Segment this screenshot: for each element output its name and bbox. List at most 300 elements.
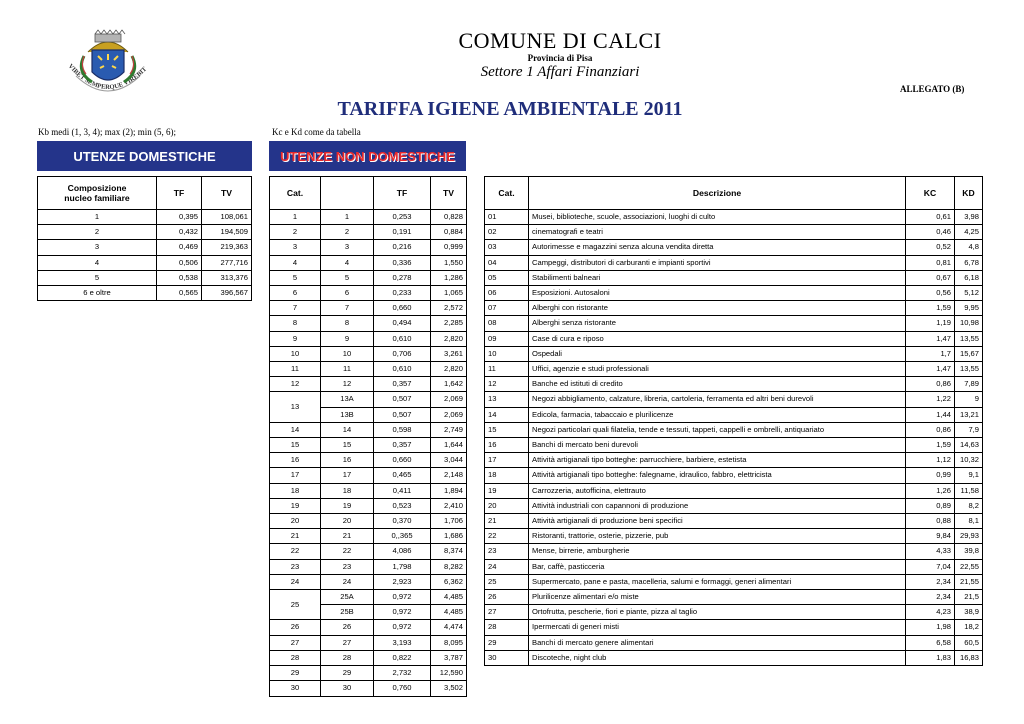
kc-cell: 1,59	[906, 438, 955, 453]
description-cell: Uffici, agenzie e studi professionali	[529, 362, 906, 377]
tv-cell: 0,884	[431, 225, 467, 240]
column-header-kc: KC	[906, 177, 955, 210]
kc-cell: 1,7	[906, 346, 955, 361]
description-cell: Mense, birrerie, amburgherie	[529, 544, 906, 559]
tv-cell: 12,590	[431, 666, 467, 681]
tf-cell: 0,660	[374, 301, 431, 316]
table-row	[38, 210, 252, 225]
tf-cell: 0,336	[374, 255, 431, 270]
kd-cell: 21,55	[955, 574, 983, 589]
table-row	[270, 270, 467, 285]
tf-cell: 0,494	[374, 316, 431, 331]
column-header-cat: Cat.	[485, 177, 529, 210]
description-cell: Stabilimenti balneari	[529, 270, 906, 285]
kc-cell: 2,34	[906, 590, 955, 605]
column-header-tv: TV	[202, 177, 252, 210]
column-header-tv: TV	[431, 177, 467, 210]
table-row	[485, 210, 983, 225]
description-cell: Ospedali	[529, 346, 906, 361]
category-cell: 22	[485, 529, 529, 544]
tf-cell: 0,191	[374, 225, 431, 240]
table-row	[485, 605, 983, 620]
description-cell: Plurilicenze alimentari e/o miste	[529, 590, 906, 605]
table-row	[270, 498, 467, 513]
tv-cell: 1,065	[431, 286, 467, 301]
tv-cell: 3,261	[431, 346, 467, 361]
table-row	[485, 301, 983, 316]
category-cell: 24	[485, 559, 529, 574]
kc-cell: 0,81	[906, 255, 955, 270]
kd-cell: 6,18	[955, 270, 983, 285]
table-row	[485, 529, 983, 544]
tf-cell: 2,923	[374, 574, 431, 589]
category-cell: 12	[485, 377, 529, 392]
table-row	[270, 681, 467, 696]
category-cell: 3	[270, 240, 321, 255]
tv-cell: 3,787	[431, 650, 467, 665]
kd-cell: 8,1	[955, 514, 983, 529]
category-cell: 20	[270, 514, 321, 529]
category-cell: 4	[270, 255, 321, 270]
subcategory-cell: 5	[321, 270, 374, 285]
category-cell: 12	[270, 377, 321, 392]
description-cell: cinematografi e teatri	[529, 225, 906, 240]
tf-cell: 0,972	[374, 605, 431, 620]
tv-cell: 8,095	[431, 635, 467, 650]
kd-cell: 13,55	[955, 362, 983, 377]
tf-cell: 0,233	[374, 286, 431, 301]
category-cell: 23	[270, 559, 321, 574]
table-row	[485, 559, 983, 574]
tf-cell: 0,395	[157, 210, 202, 225]
tv-cell: 1,894	[431, 483, 467, 498]
category-cell: 29	[485, 635, 529, 650]
tf-cell: 0,357	[374, 438, 431, 453]
subcategory-cell: 23	[321, 559, 374, 574]
table-row	[485, 316, 983, 331]
description-cell: Attività artigianali tipo botteghe: falegname, idraulico, fabbro, elettricista	[529, 468, 906, 483]
category-cell: 11	[270, 362, 321, 377]
tv-cell: 8,282	[431, 559, 467, 574]
subcategory-cell: 10	[321, 346, 374, 361]
subcategory-cell: 9	[321, 331, 374, 346]
description-cell: Attività industriali con capannoni di produzione	[529, 498, 906, 513]
table-row	[270, 331, 467, 346]
table-row	[485, 286, 983, 301]
tf-cell: 0,822	[374, 650, 431, 665]
kd-cell: 4,25	[955, 225, 983, 240]
tv-cell: 2,820	[431, 362, 467, 377]
tf-cell: 0,760	[374, 681, 431, 696]
tv-cell: 0,828	[431, 210, 467, 225]
kc-cell: 0,89	[906, 498, 955, 513]
description-cell: Alberghi senza ristorante	[529, 316, 906, 331]
description-cell: Attività artigianali di produzione beni specifici	[529, 514, 906, 529]
kd-cell: 13,55	[955, 331, 983, 346]
table-row	[270, 225, 467, 240]
kd-cell: 38,9	[955, 605, 983, 620]
category-cell: 5	[270, 270, 321, 285]
kd-cell: 4,8	[955, 240, 983, 255]
column-header-subcat	[321, 177, 374, 210]
category-cell: 18	[485, 468, 529, 483]
description-cell: Attività artigianali tipo botteghe: parrucchiere, barbiere, estetista	[529, 453, 906, 468]
table-row	[485, 270, 983, 285]
description-cell: Negozi particolari quali filatelia, tende e tessuti, tappeti, cappelli e ombrelli, antiquariato	[529, 422, 906, 437]
subcategory-cell: 12	[321, 377, 374, 392]
table-row	[270, 559, 467, 574]
tv-cell: 6,362	[431, 574, 467, 589]
tf-cell: 0,469	[157, 240, 202, 255]
table-header-row	[485, 177, 983, 210]
subcategory-cell: 18	[321, 483, 374, 498]
table-row	[485, 407, 983, 422]
category-cell: 26	[485, 590, 529, 605]
table-row	[270, 240, 467, 255]
kd-cell: 9,1	[955, 468, 983, 483]
category-cell: 02	[485, 225, 529, 240]
subcategory-cell: 29	[321, 666, 374, 681]
column-header-kd: KD	[955, 177, 983, 210]
tv-cell: 2,572	[431, 301, 467, 316]
category-cell: 14	[270, 422, 321, 437]
tf-cell: 0,506	[157, 255, 202, 270]
subcategory-cell: 28	[321, 650, 374, 665]
table-row	[485, 574, 983, 589]
subcategory-cell: 14	[321, 422, 374, 437]
category-cell: 23	[485, 544, 529, 559]
table-row	[485, 240, 983, 255]
column-header-tf: TF	[157, 177, 202, 210]
tf-cell: 2,732	[374, 666, 431, 681]
tv-cell: 2,069	[431, 407, 467, 422]
department-subtitle: Settore 1 Affari Finanziari	[480, 64, 640, 80]
kc-cell: 0,52	[906, 240, 955, 255]
category-cell: 7	[270, 301, 321, 316]
subcategory-cell: 16	[321, 453, 374, 468]
table-row	[485, 590, 983, 605]
province-subtitle: Provincia di Pisa	[527, 53, 593, 63]
table-row	[485, 453, 983, 468]
description-cell: Autorimesse e magazzini senza alcuna vendita diretta	[529, 240, 906, 255]
category-cell: 25	[485, 574, 529, 589]
kd-cell: 8,2	[955, 498, 983, 513]
subcategory-cell: 6	[321, 286, 374, 301]
table-row	[270, 453, 467, 468]
category-cell: 13	[485, 392, 529, 407]
table-row	[270, 529, 467, 544]
kc-cell: 0,61	[906, 210, 955, 225]
kc-cell: 1,44	[906, 407, 955, 422]
description-cell: Edicola, farmacia, tabaccaio e plurilicenze	[529, 407, 906, 422]
category-cell: 16	[270, 453, 321, 468]
kd-cell: 18,2	[955, 620, 983, 635]
description-cell: Bar, caffè, pasticceria	[529, 559, 906, 574]
table-row	[270, 377, 467, 392]
table-row	[485, 225, 983, 240]
kc-cell: 0,46	[906, 225, 955, 240]
tf-cell: 0,538	[157, 270, 202, 285]
kc-cell: 1,26	[906, 483, 955, 498]
kc-cell: 0,86	[906, 377, 955, 392]
category-cell: 01	[485, 210, 529, 225]
category-cell: 17	[270, 468, 321, 483]
kd-cell: 22,55	[955, 559, 983, 574]
tv-cell: 396,567	[202, 286, 252, 301]
category-cell: 28	[485, 620, 529, 635]
description-cell: Discoteche, night club	[529, 650, 906, 665]
tv-cell: 1,642	[431, 377, 467, 392]
tf-cell: 0,565	[157, 286, 202, 301]
tv-cell: 194,509	[202, 225, 252, 240]
kd-cell: 11,58	[955, 483, 983, 498]
tv-cell: 1,686	[431, 529, 467, 544]
kc-cell: 0,88	[906, 514, 955, 529]
composition-cell: 6 e oltre	[38, 286, 157, 301]
kc-cell: 1,47	[906, 331, 955, 346]
kd-cell: 7,9	[955, 422, 983, 437]
page-title: COMUNE DI CALCI	[458, 28, 662, 53]
description-cell: Case di cura e riposo	[529, 331, 906, 346]
category-cell: 26	[270, 620, 321, 635]
tf-cell: 0,507	[374, 392, 431, 407]
category-cell: 29	[270, 666, 321, 681]
kd-cell: 10,32	[955, 453, 983, 468]
subcategory-cell: 21	[321, 529, 374, 544]
table-row	[270, 514, 467, 529]
banner-non-domestic: UTENZE NON DOMESTICHE	[269, 141, 466, 171]
description-cell: Negozi abbigliamento, calzature, libreria, cartoleria, ferramenta ed altri beni durevoli	[529, 392, 906, 407]
category-cell: 03	[485, 240, 529, 255]
kd-cell: 9	[955, 392, 983, 407]
description-cell: Banchi di mercato beni durevoli	[529, 438, 906, 453]
category-cell: 05	[485, 270, 529, 285]
kc-cell: 4,23	[906, 605, 955, 620]
category-cell: 2	[270, 225, 321, 240]
tv-cell: 2,749	[431, 422, 467, 437]
table-row	[270, 574, 467, 589]
column-header-description: Descrizione	[529, 177, 906, 210]
kd-cell: 29,93	[955, 529, 983, 544]
category-cell: 1	[270, 210, 321, 225]
description-cell: Musei, biblioteche, scuole, associazioni, luoghi di culto	[529, 210, 906, 225]
category-cell: 21	[270, 529, 321, 544]
table-row	[270, 316, 467, 331]
subcategory-cell: 13B	[321, 407, 374, 422]
banner-domestic: UTENZE DOMESTICHE	[37, 141, 252, 171]
composition-cell: 4	[38, 255, 157, 270]
category-cell: 18	[270, 483, 321, 498]
kd-cell: 7,89	[955, 377, 983, 392]
table-row	[270, 301, 467, 316]
tf-cell: 0,660	[374, 453, 431, 468]
table-row	[485, 544, 983, 559]
tv-cell: 2,410	[431, 498, 467, 513]
kc-cell: 0,99	[906, 468, 955, 483]
kc-cell: 0,67	[906, 270, 955, 285]
category-cell: 17	[485, 453, 529, 468]
table-row	[38, 240, 252, 255]
tv-cell: 3,044	[431, 453, 467, 468]
category-cell: 27	[485, 605, 529, 620]
kc-cell: 4,33	[906, 544, 955, 559]
description-cell: Ortofrutta, pescherie, fiori e piante, pizza al taglio	[529, 605, 906, 620]
table-row	[485, 514, 983, 529]
table-row	[485, 362, 983, 377]
tv-cell: 2,148	[431, 468, 467, 483]
table-row	[485, 498, 983, 513]
table-row	[485, 255, 983, 270]
attachment-label: ALLEGATO (B)	[900, 84, 965, 94]
subcategory-cell: 1	[321, 210, 374, 225]
column-header-cat: Cat.	[270, 177, 321, 210]
kd-cell: 13,21	[955, 407, 983, 422]
tf-cell: 0,610	[374, 362, 431, 377]
table-row	[270, 255, 467, 270]
kd-cell: 60,5	[955, 635, 983, 650]
table-row	[38, 255, 252, 270]
kc-cell: 7,04	[906, 559, 955, 574]
table-row	[38, 286, 252, 301]
description-cell: Supermercato, pane e pasta, macelleria, salumi e formaggi, generi alimentari	[529, 574, 906, 589]
note-kc: Kc e Kd come da tabella	[272, 127, 361, 137]
table-row	[270, 666, 467, 681]
table-row	[270, 590, 467, 605]
table-row	[270, 392, 467, 407]
column-header-tf: TF	[374, 177, 431, 210]
category-cell: 06	[485, 286, 529, 301]
subcategory-cell: 25A	[321, 590, 374, 605]
tf-cell: 0,610	[374, 331, 431, 346]
description-cell: Ristoranti, trattorie, osterie, pizzerie, pub	[529, 529, 906, 544]
tv-cell: 2,285	[431, 316, 467, 331]
composition-cell: 1	[38, 210, 157, 225]
table-row	[270, 483, 467, 498]
kc-cell: 1,47	[906, 362, 955, 377]
subcategory-cell: 25B	[321, 605, 374, 620]
description-cell: Banchi di mercato genere alimentari	[529, 635, 906, 650]
description-cell: Campeggi, distributori di carburanti e impianti sportivi	[529, 255, 906, 270]
category-cell: 22	[270, 544, 321, 559]
tf-cell: 0,278	[374, 270, 431, 285]
kd-cell: 5,12	[955, 286, 983, 301]
description-cell: Banche ed istituti di credito	[529, 377, 906, 392]
category-cell: 30	[485, 650, 529, 665]
subcategory-cell: 13A	[321, 392, 374, 407]
subcategory-cell: 7	[321, 301, 374, 316]
kc-cell: 1,22	[906, 392, 955, 407]
tv-cell: 277,716	[202, 255, 252, 270]
tv-cell: 3,502	[431, 681, 467, 696]
category-cell: 21	[485, 514, 529, 529]
tf-cell: 0,523	[374, 498, 431, 513]
category-cell: 30	[270, 681, 321, 696]
tf-cell: 0,972	[374, 620, 431, 635]
tv-cell: 0,999	[431, 240, 467, 255]
kc-cell: 2,34	[906, 574, 955, 589]
document-heading: TARIFFA IGIENE AMBIENTALE 2011	[337, 98, 683, 120]
composition-cell: 2	[38, 225, 157, 240]
tf-cell: 1,798	[374, 559, 431, 574]
category-cell: 19	[485, 483, 529, 498]
table-row	[270, 544, 467, 559]
tf-cell: 0,507	[374, 407, 431, 422]
table-row	[270, 620, 467, 635]
category-rates-table	[269, 176, 467, 697]
table-row	[485, 346, 983, 361]
category-cell: 09	[485, 331, 529, 346]
table-row	[485, 438, 983, 453]
subcategory-cell: 3	[321, 240, 374, 255]
description-cell: Esposizioni. Autosaloni	[529, 286, 906, 301]
tf-cell: 0,706	[374, 346, 431, 361]
tf-cell: 0,465	[374, 468, 431, 483]
domestic-rates-table	[37, 176, 252, 301]
kd-cell: 21,5	[955, 590, 983, 605]
table-row	[270, 346, 467, 361]
tv-cell: 4,485	[431, 590, 467, 605]
kd-cell: 16,83	[955, 650, 983, 665]
kc-cell: 1,98	[906, 620, 955, 635]
category-cell: 25	[270, 590, 321, 620]
table-row	[38, 270, 252, 285]
subcategory-cell: 15	[321, 438, 374, 453]
subcategory-cell: 4	[321, 255, 374, 270]
category-description-table	[484, 176, 983, 666]
category-cell: 10	[270, 346, 321, 361]
tv-cell: 1,706	[431, 514, 467, 529]
category-cell: 14	[485, 407, 529, 422]
subcategory-cell: 24	[321, 574, 374, 589]
kd-cell: 15,67	[955, 346, 983, 361]
composition-cell: 3	[38, 240, 157, 255]
table-row	[485, 650, 983, 665]
tv-cell: 2,820	[431, 331, 467, 346]
tf-cell: 0,370	[374, 514, 431, 529]
table-row	[270, 286, 467, 301]
subcategory-cell: 20	[321, 514, 374, 529]
category-cell: 20	[485, 498, 529, 513]
category-cell: 9	[270, 331, 321, 346]
description-cell: Carrozzeria, autofficina, elettrauto	[529, 483, 906, 498]
subcategory-cell: 22	[321, 544, 374, 559]
category-cell: 15	[270, 438, 321, 453]
category-cell: 16	[485, 438, 529, 453]
tf-cell: 0,432	[157, 225, 202, 240]
table-row	[485, 377, 983, 392]
kd-cell: 3,98	[955, 210, 983, 225]
svg-text:VIRET SEMPERQUE VIREBIT: VIRET SEMPERQUE VIREBIT	[66, 62, 149, 92]
tf-cell: 0,357	[374, 377, 431, 392]
table-row	[270, 362, 467, 377]
category-cell: 08	[485, 316, 529, 331]
tf-cell: 4,086	[374, 544, 431, 559]
category-cell: 8	[270, 316, 321, 331]
category-cell: 07	[485, 301, 529, 316]
table-row	[485, 392, 983, 407]
tv-cell: 1,644	[431, 438, 467, 453]
category-cell: 13	[270, 392, 321, 422]
category-cell: 24	[270, 574, 321, 589]
category-cell: 11	[485, 362, 529, 377]
category-cell: 10	[485, 346, 529, 361]
kd-cell: 9,95	[955, 301, 983, 316]
table-header-row	[270, 177, 467, 210]
tf-cell: 0,253	[374, 210, 431, 225]
subcategory-cell: 27	[321, 635, 374, 650]
tv-cell: 1,286	[431, 270, 467, 285]
tf-cell: 0,,365	[374, 529, 431, 544]
